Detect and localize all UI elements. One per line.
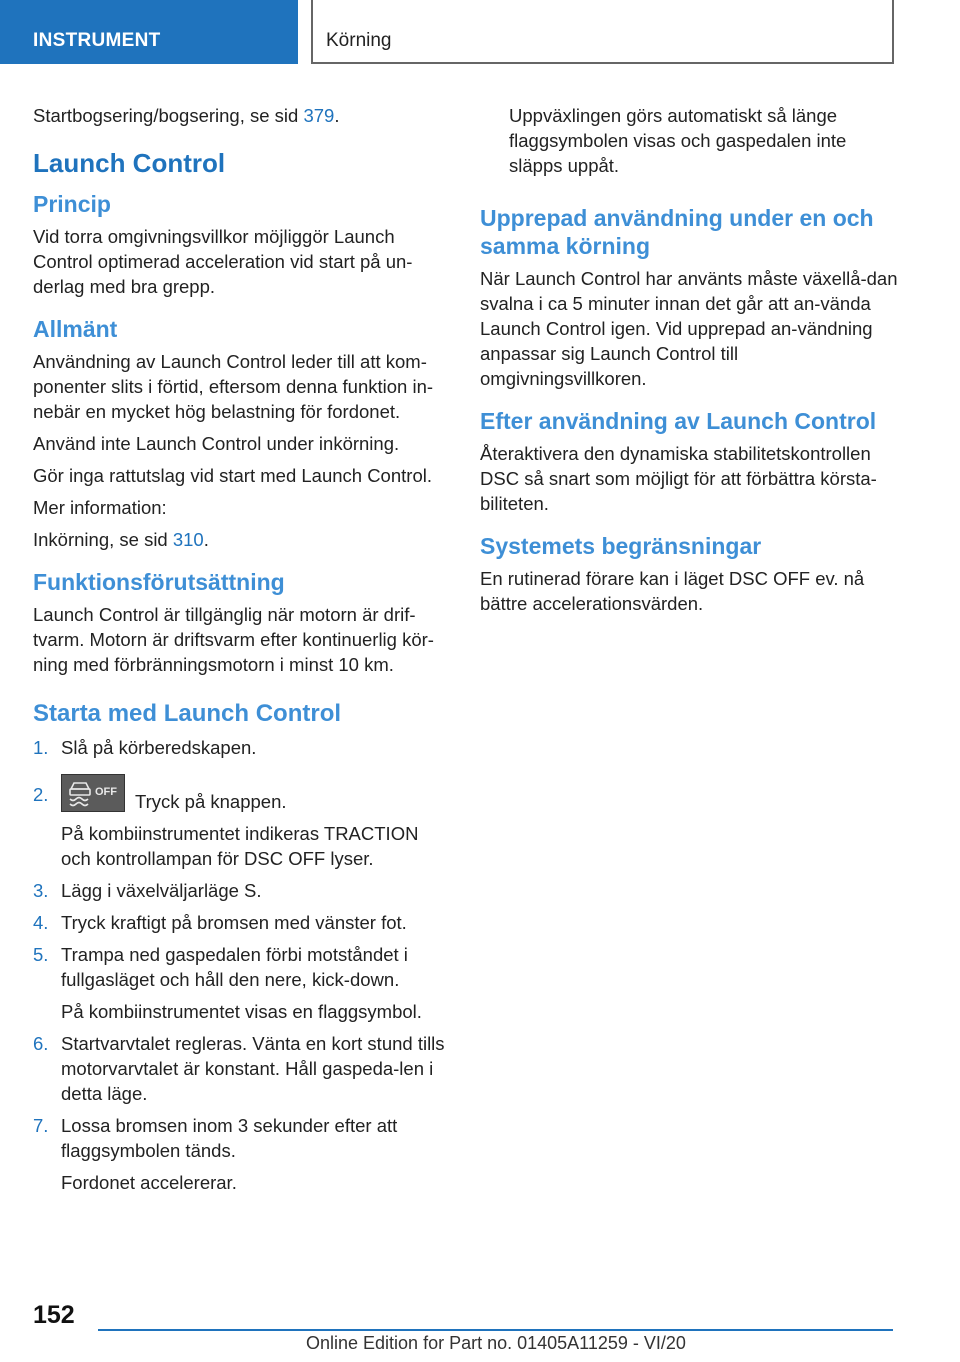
heading-efter: Efter användning av Launch Control [480, 408, 877, 434]
heading-princip: Princip [33, 191, 111, 217]
allmant-p5-end: . [203, 529, 209, 550]
list-item [33, 1031, 453, 1106]
step-number: 6. [33, 1033, 49, 1054]
allmant-p2: Använd inte Launch Control under inkörning. [33, 433, 400, 454]
steps-list [33, 735, 453, 1195]
step-number: 4. [33, 912, 49, 933]
list-item [33, 942, 453, 1024]
step-text: Tryck på knappen. [135, 791, 287, 812]
heading-starta: Starta med Launch Control [33, 700, 342, 727]
funk-text: Launch Control är tillgänglig när motorn är drif‐tvarm. Motorn är driftsvarm efter kontinuerlig kör‐ning med förbränningsmotorn i minst 10 km. [33, 604, 434, 675]
list-item [33, 735, 453, 760]
step-text: Tryck kraftigt på bromsen med vänster fot. [61, 912, 407, 933]
efter-text: Återaktivera den dynamiska stabilitetskontrollen DSC så snart som möjligt för att förbättra körsta‐biliteten. [480, 443, 877, 514]
heading-allmant: Allmänt [33, 316, 118, 342]
intro-text: Startbogsering/bogsering, se sid [33, 105, 304, 126]
header-chapter-tab [311, 0, 894, 64]
list-item [33, 878, 453, 903]
step-text: Lossa bromsen inom 3 sekunder efter att flaggsymbolen tänds. [61, 1115, 398, 1161]
princip-text: Vid torra omgivningsvillkor möjliggör Launch Control optimerad acceleration vid start på un‐derlag med bra grepp. [33, 226, 413, 297]
step-subtext: Fordonet accelererar. [61, 1172, 237, 1193]
step-subtext: På kombiinstrumentet visas en flaggsymbol. [61, 1001, 422, 1022]
dsc-off-button-icon [61, 774, 125, 812]
allmant-p4: Mer information: [33, 497, 167, 518]
header-chapter-label: Körning [326, 30, 392, 51]
left-column [33, 103, 453, 1202]
page-link-310[interactable]: 310 [172, 529, 204, 550]
button-icon-label: OFF [95, 786, 117, 798]
heading-funktionsforutsattning: Funktionsförutsättning [33, 569, 285, 595]
step-text: Trampa ned gaspedalen förbi motståndet i fullgasläget och håll den nere, kick-down. [61, 944, 408, 990]
footer-edition: Online Edition for Part no. 01405A11259 - VI/20 [306, 1333, 686, 1353]
intro-paragraph [33, 103, 453, 128]
upprepad-text: När Launch Control har använts måste växellå‐dan svalna i ca 5 minuter innan det går att an‐vända Launch Control igen. Vid upprepad an‐vändning anpassar sig Launch Control till omgivningsvillkoren. [480, 268, 898, 389]
header-section-tab [0, 0, 298, 64]
step-text-with-icon [61, 774, 453, 814]
step-text: Slå på körberedskapen. [61, 737, 257, 758]
step-number: 2. [33, 784, 49, 805]
footer-divider [98, 1329, 893, 1331]
step-subtext: På kombiinstrumentet indikeras TRACTION och kontrollampan för DSC OFF lyser. [61, 823, 419, 869]
system-text: En rutinerad förare kan i läget DSC OFF ev. nå bättre accelerationsvärden. [480, 568, 865, 614]
step-number: 3. [33, 880, 49, 901]
allmant-p1: Användning av Launch Control leder till att kom‐ponenter slits i förtid, eftersom denna funktion in‐nebär en mycket hög belastning för fordonet. [33, 351, 434, 422]
step-number: 5. [33, 944, 49, 965]
step-number: 7. [33, 1115, 49, 1136]
step-number: 1. [33, 737, 49, 758]
intro-end: . [334, 105, 340, 126]
heading-systemets-begransningar: Systemets begränsningar [480, 533, 762, 559]
step-text: Lägg i växelväljarläge S. [61, 880, 262, 901]
heading-upprepad: Upprepad användning under en och samma körning [480, 205, 874, 259]
right-column [480, 103, 900, 185]
page-link-379[interactable]: 379 [303, 105, 335, 126]
step-text: Startvarvtalet regleras. Vänta en kort stund tills motorvarvtalet är konstant. Håll gaspeda‐len i detta läge. [61, 1033, 445, 1104]
continued-text: Uppväxlingen görs automatiskt så länge flaggsymbolen visas och gaspedalen inte släpps uppåt. [509, 105, 847, 176]
header-section-label: INSTRUMENT [33, 30, 161, 51]
allmant-p3: Gör inga rattutslag vid start med Launch Control. [33, 465, 432, 486]
page-title: Launch Control [33, 148, 226, 178]
list-item [33, 774, 453, 871]
page-number: 152 [33, 1301, 75, 1329]
allmant-p5-text: Inkörning, se sid [33, 529, 173, 550]
list-item [33, 910, 453, 935]
right-column-sections [480, 192, 900, 623]
list-item [33, 1113, 453, 1195]
allmant-p5 [33, 527, 453, 552]
